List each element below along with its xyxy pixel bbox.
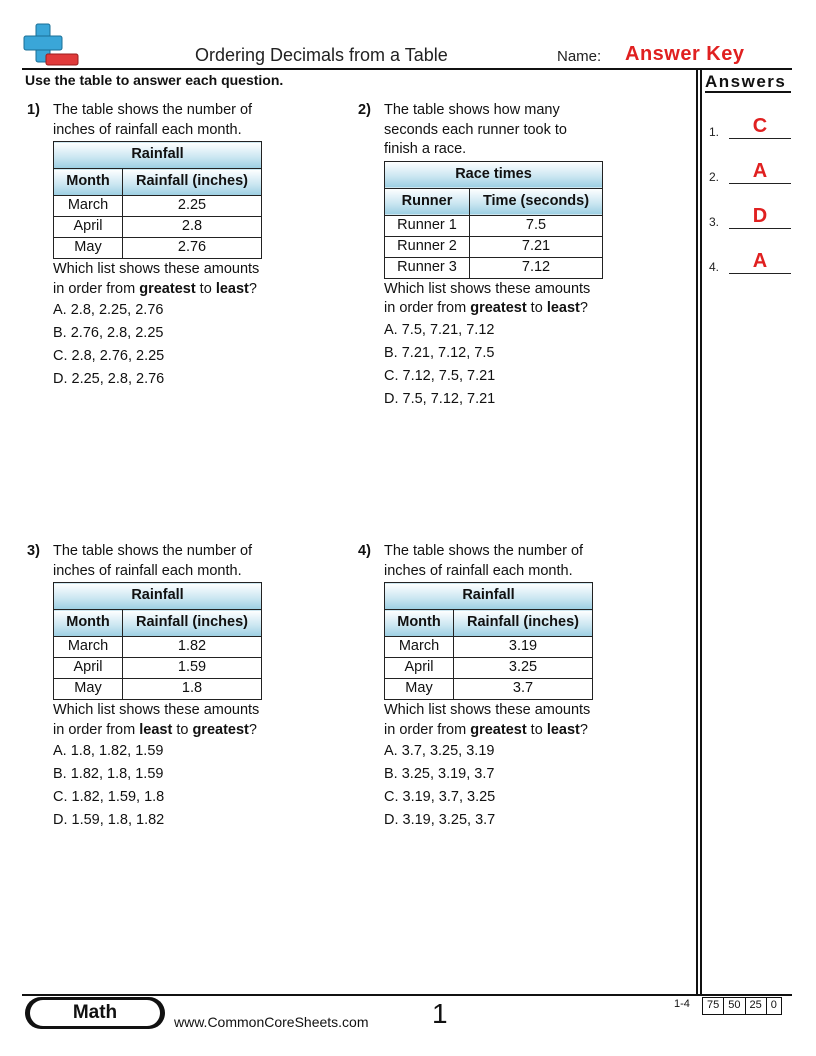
prompt-text: to — [526, 300, 547, 316]
page-number: 1 — [432, 998, 448, 1029]
prompt-text: ? — [579, 721, 588, 738]
subject-label: Math — [30, 1000, 160, 1026]
answer-option: B. 2.76, 2.8, 2.25 — [53, 325, 164, 341]
prompt-text: ? — [579, 300, 588, 316]
table-cell: 2.76 — [123, 238, 262, 259]
question-4 — [358, 542, 644, 832]
order-word: least — [546, 300, 580, 316]
answer-option: A. 7.5, 7.21, 7.12 — [384, 321, 495, 338]
answer-option: A. 2.8, 2.25, 2.76 — [53, 302, 164, 318]
table-row — [54, 637, 262, 658]
data-table — [53, 582, 262, 700]
question-1 — [27, 101, 313, 391]
table-title: Rainfall — [385, 583, 593, 610]
table-column-header: Month — [385, 610, 454, 637]
question-stem: The table shows the number of inches of rainfall each month. — [384, 543, 584, 579]
question-number: 1) — [27, 102, 40, 118]
question-prompt — [384, 280, 599, 319]
prompt-text: Which list shows these amounts in order from — [53, 702, 260, 738]
prompt-text: to — [172, 721, 193, 738]
prompt-text: to — [526, 721, 547, 738]
table-row — [385, 658, 593, 679]
table-column-header: Rainfall (inches) — [123, 610, 262, 637]
page-title: Ordering Decimals from a Table — [195, 45, 448, 65]
order-word: greatest — [139, 280, 196, 297]
order-word: least — [546, 721, 580, 738]
answer-number: 1. — [709, 125, 720, 139]
question-2 — [358, 101, 644, 411]
answer-number: 3. — [709, 215, 720, 229]
score-cell: 75 — [703, 998, 724, 1014]
website-link: www.CommonCoreSheets.com — [174, 1014, 369, 1030]
table-column-header: Rainfall (inches) — [454, 610, 593, 637]
table-title: Rainfall — [54, 583, 262, 610]
question-stem: The table shows the number of inches of rainfall each month. — [53, 543, 253, 579]
table-cell: April — [54, 217, 123, 238]
question-stem: The table shows how many seconds each runner took to finish a race. — [384, 102, 567, 157]
table-cell: Runner 1 — [385, 215, 470, 236]
question-range: 1-4 — [674, 998, 690, 1010]
data-table — [384, 161, 603, 279]
table-title: Rainfall — [54, 142, 262, 169]
answer-option: B. 1.82, 1.8, 1.59 — [53, 766, 164, 782]
table-cell: March — [54, 637, 123, 658]
order-word: greatest — [470, 721, 527, 738]
answers-title: Answers — [705, 72, 787, 91]
table-cell: 2.25 — [123, 196, 262, 217]
score-cell: 0 — [770, 999, 777, 1011]
answer-number: 4. — [709, 260, 720, 274]
table-cell: 3.19 — [454, 637, 593, 658]
answers-title-underline — [705, 91, 791, 93]
table-cell: March — [385, 637, 454, 658]
answer-number: 2. — [709, 170, 720, 184]
table-cell: 7.12 — [470, 257, 603, 278]
table-cell: May — [54, 238, 123, 259]
answer-key-label: Answer Key — [625, 43, 745, 65]
table-row — [54, 238, 262, 259]
answers-column-border — [696, 68, 698, 994]
prompt-text: ? — [248, 280, 257, 297]
question-prompt — [53, 260, 268, 299]
question-number: 4) — [358, 543, 371, 559]
order-word: least — [215, 280, 249, 297]
score-cell: 25 — [746, 998, 767, 1014]
prompt-text: Which list shows these amounts in order from — [384, 280, 591, 316]
table-row — [54, 196, 262, 217]
answer-option: C. 3.19, 3.7, 3.25 — [384, 789, 496, 805]
answer-blank-line — [729, 273, 791, 274]
table-row — [54, 679, 262, 700]
score-cell: 50 — [724, 998, 745, 1014]
table-column-header: Rainfall (inches) — [123, 169, 262, 196]
answer-option: D. 2.25, 2.8, 2.76 — [53, 371, 165, 387]
table-row — [385, 637, 593, 658]
instructions: Use the table to answer each question. — [25, 72, 284, 88]
answer-option: A. 1.8, 1.82, 1.59 — [53, 743, 164, 759]
question-prompt — [384, 701, 599, 740]
table-row — [385, 257, 603, 278]
answer-letter: C — [752, 115, 768, 137]
answer-option: B. 3.25, 3.19, 3.7 — [384, 766, 495, 782]
question-3 — [27, 542, 313, 832]
table-title: Race times — [385, 161, 603, 188]
table-cell: Runner 3 — [385, 257, 470, 278]
answers-column-border-inner — [700, 68, 702, 994]
table-cell: 1.59 — [123, 658, 262, 679]
answer-option: D. 3.19, 3.25, 3.7 — [384, 812, 496, 828]
answer-letter: D — [752, 205, 768, 227]
question-prompt — [53, 701, 268, 740]
answer-blank-line — [729, 228, 791, 229]
table-cell: March — [54, 196, 123, 217]
order-word: greatest — [470, 300, 527, 316]
table-cell: 3.25 — [454, 658, 593, 679]
answer-option: C. 2.8, 2.76, 2.25 — [53, 348, 165, 364]
prompt-text: to — [195, 280, 216, 297]
answer-letter: A — [752, 160, 768, 182]
table-cell: 1.8 — [123, 679, 262, 700]
table-cell: 3.7 — [454, 679, 593, 700]
answer-blank-line — [729, 183, 791, 184]
answer-option: D. 1.59, 1.8, 1.82 — [53, 812, 165, 828]
answer-letter: A — [752, 250, 768, 272]
data-table — [53, 141, 262, 259]
answer-option: A. 3.7, 3.25, 3.19 — [384, 743, 495, 759]
table-cell: April — [385, 658, 454, 679]
score-box — [702, 997, 782, 1015]
table-row — [54, 217, 262, 238]
prompt-text: Which list shows these amounts in order from — [384, 702, 591, 738]
table-cell: 2.8 — [123, 217, 262, 238]
answer-option: D. 7.5, 7.12, 7.21 — [384, 390, 496, 407]
table-cell: 7.21 — [470, 236, 603, 257]
table-row — [385, 679, 593, 700]
order-word: greatest — [192, 721, 249, 738]
table-column-header: Month — [54, 610, 123, 637]
prompt-text: Which list shows these amounts in order from — [53, 261, 260, 297]
header-divider — [22, 68, 792, 70]
answer-blank-line — [729, 138, 791, 139]
table-row — [385, 215, 603, 236]
question-number: 3) — [27, 543, 40, 559]
table-cell: 1.82 — [123, 637, 262, 658]
answer-option: C. 1.82, 1.59, 1.8 — [53, 789, 165, 805]
table-row — [54, 658, 262, 679]
table-column-header: Runner — [385, 188, 470, 215]
plus-minus-logo-icon — [22, 22, 80, 68]
order-word: least — [139, 721, 173, 738]
table-cell: May — [385, 679, 454, 700]
table-column-header: Month — [54, 169, 123, 196]
data-table — [384, 582, 593, 700]
question-stem: The table shows the number of inches of rainfall each month. — [53, 102, 253, 138]
prompt-text: ? — [248, 721, 257, 738]
answer-option: B. 7.21, 7.12, 7.5 — [384, 344, 495, 361]
table-cell: May — [54, 679, 123, 700]
table-cell: April — [54, 658, 123, 679]
table-column-header: Time (seconds) — [470, 188, 603, 215]
footer-divider — [22, 994, 792, 996]
table-cell: 7.5 — [470, 215, 603, 236]
question-number: 2) — [358, 102, 371, 118]
table-cell: Runner 2 — [385, 236, 470, 257]
table-row — [385, 236, 603, 257]
name-label: Name: — [557, 48, 602, 65]
answer-option: C. 7.12, 7.5, 7.21 — [384, 367, 496, 384]
